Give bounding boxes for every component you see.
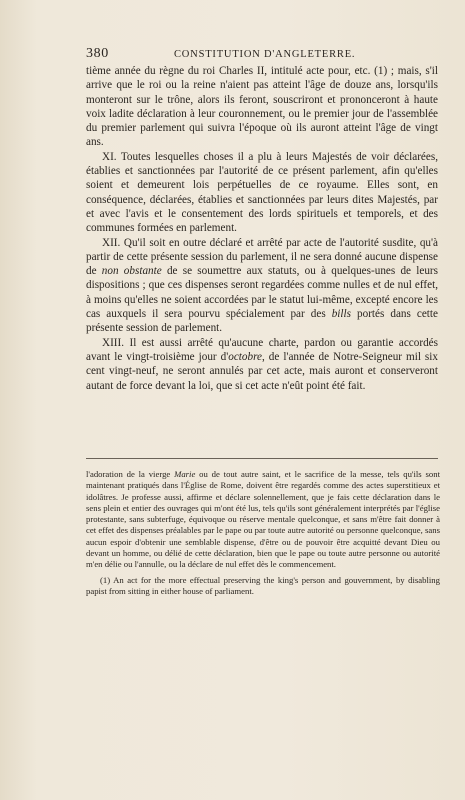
footnote-divider — [86, 458, 438, 459]
non-obstante-term: non obstante — [101, 265, 162, 278]
article-xii-text-c: portés dans cette présente session de parlement. — [86, 308, 438, 335]
footnote-1: (1) An act for the more effectual preserving the king's person and gouvernment, by disabling papist from sitting in either house of parliament. — [86, 574, 440, 596]
article-xii-text-b: de se soumettre aux statuts, ou à quelques-unes de leurs dispositions ; que ces dispenses seront regardées comme nulles et de nul effet, à moins qu'elles ne soient accordées par le statut lui-même, excepté encore les cas auxquels il sera pourvu spécialement par des — [86, 265, 438, 321]
footnotes — [86, 469, 440, 597]
article-xiii-text-a: XIII. Il est aussi arrêté qu'aucune charte, pardon ou garantie accordés avant le vingt-troisième jour d' — [86, 336, 438, 363]
article-xii — [86, 236, 438, 336]
article-xiii — [86, 336, 438, 393]
page-header — [86, 46, 426, 66]
running-title: CONSTITUTION D'ANGLETERRE. — [174, 49, 356, 60]
article-xi: XI. Toutes lesquelles choses il a plu à leurs Majestés de voir déclarées, établies et sanctionnées par l'autorité de ce présent parlement, afin qu'elles soient et demeurent lois perpétuelles de ce royaume. Elles sont, en conséquence, déclarées, établies et sanctionnées par leurs dites Majestés, par et avec l'avis et le consentement des lords spirituels et temporels, et des communes formées en parlement. — [86, 150, 438, 235]
note-continuation — [86, 469, 440, 571]
note-text-a: l'adoration de la vierge — [86, 469, 175, 479]
bills-term: bills — [331, 308, 351, 321]
paragraph-continuation: tième année du règne du roi Charles II, intitulé acte pour, etc. (1) ; mais, s'il arrive que le roi ou la reine n'aient pas atteint l'âge de douze ans, lorsqu'ils monteront sur le trône, alors ils feront, souscriront et prononceront à haute voix ladite déclaration à leur couronnement, ou le premier jour de l'assemblée du premier parlement qui suivra l'époque où ils auront atteint l'âge de vingt ans. — [86, 65, 438, 149]
main-text — [86, 64, 438, 393]
note-text-b: ou de tout autre saint, et le sacrifice de la messe, tels qu'ils sont maintenant pratiqués dans l'Église de Rome, doivent être regardés comme des actes superstitieux et idolâtres. Je professe aussi, affirme et déclare solennellement, que je fais cette déclaration dans le sens plein et entier des ouvrages qui m'ont été lus, tels qu'ils sont généralement interprétés par l'église protestante, sans subterfuge, équivoque ou réserve mentale quelconque, et sans m'être fait donner à cet effet des dispenses préalables par le pape ou par toute autre autorité ou personne quelconque, sans aucun espoir d'obtenir une semblable dispense, d'être ou de pouvoir être acquitté devant Dieu ou devant un homme, ou délié de cette déclaration, bien que le pape ou toute autre personne ou autorité m'en délie ou l'annulle, ou la déclare de nul effet dès le commencement. — [86, 469, 440, 570]
october-term: octobre — [228, 350, 262, 363]
article-xii-text-a: XII. Qu'il soit en outre déclaré et arrêté par acte de l'autorité susdite, qu'à partir de cette présente session du parlement, il ne sera donné aucune dispense de — [86, 236, 438, 278]
marie-term: Marie — [174, 469, 196, 479]
page-number: 380 — [86, 46, 109, 61]
article-xiii-text-b: , de l'année de Notre-Seigneur mil six cent vingt-neuf, ne seront annulés par cet acte, mais auront et conserveront autant de force devant la loi, que si cet acte n'eût point été fait. — [86, 350, 438, 392]
